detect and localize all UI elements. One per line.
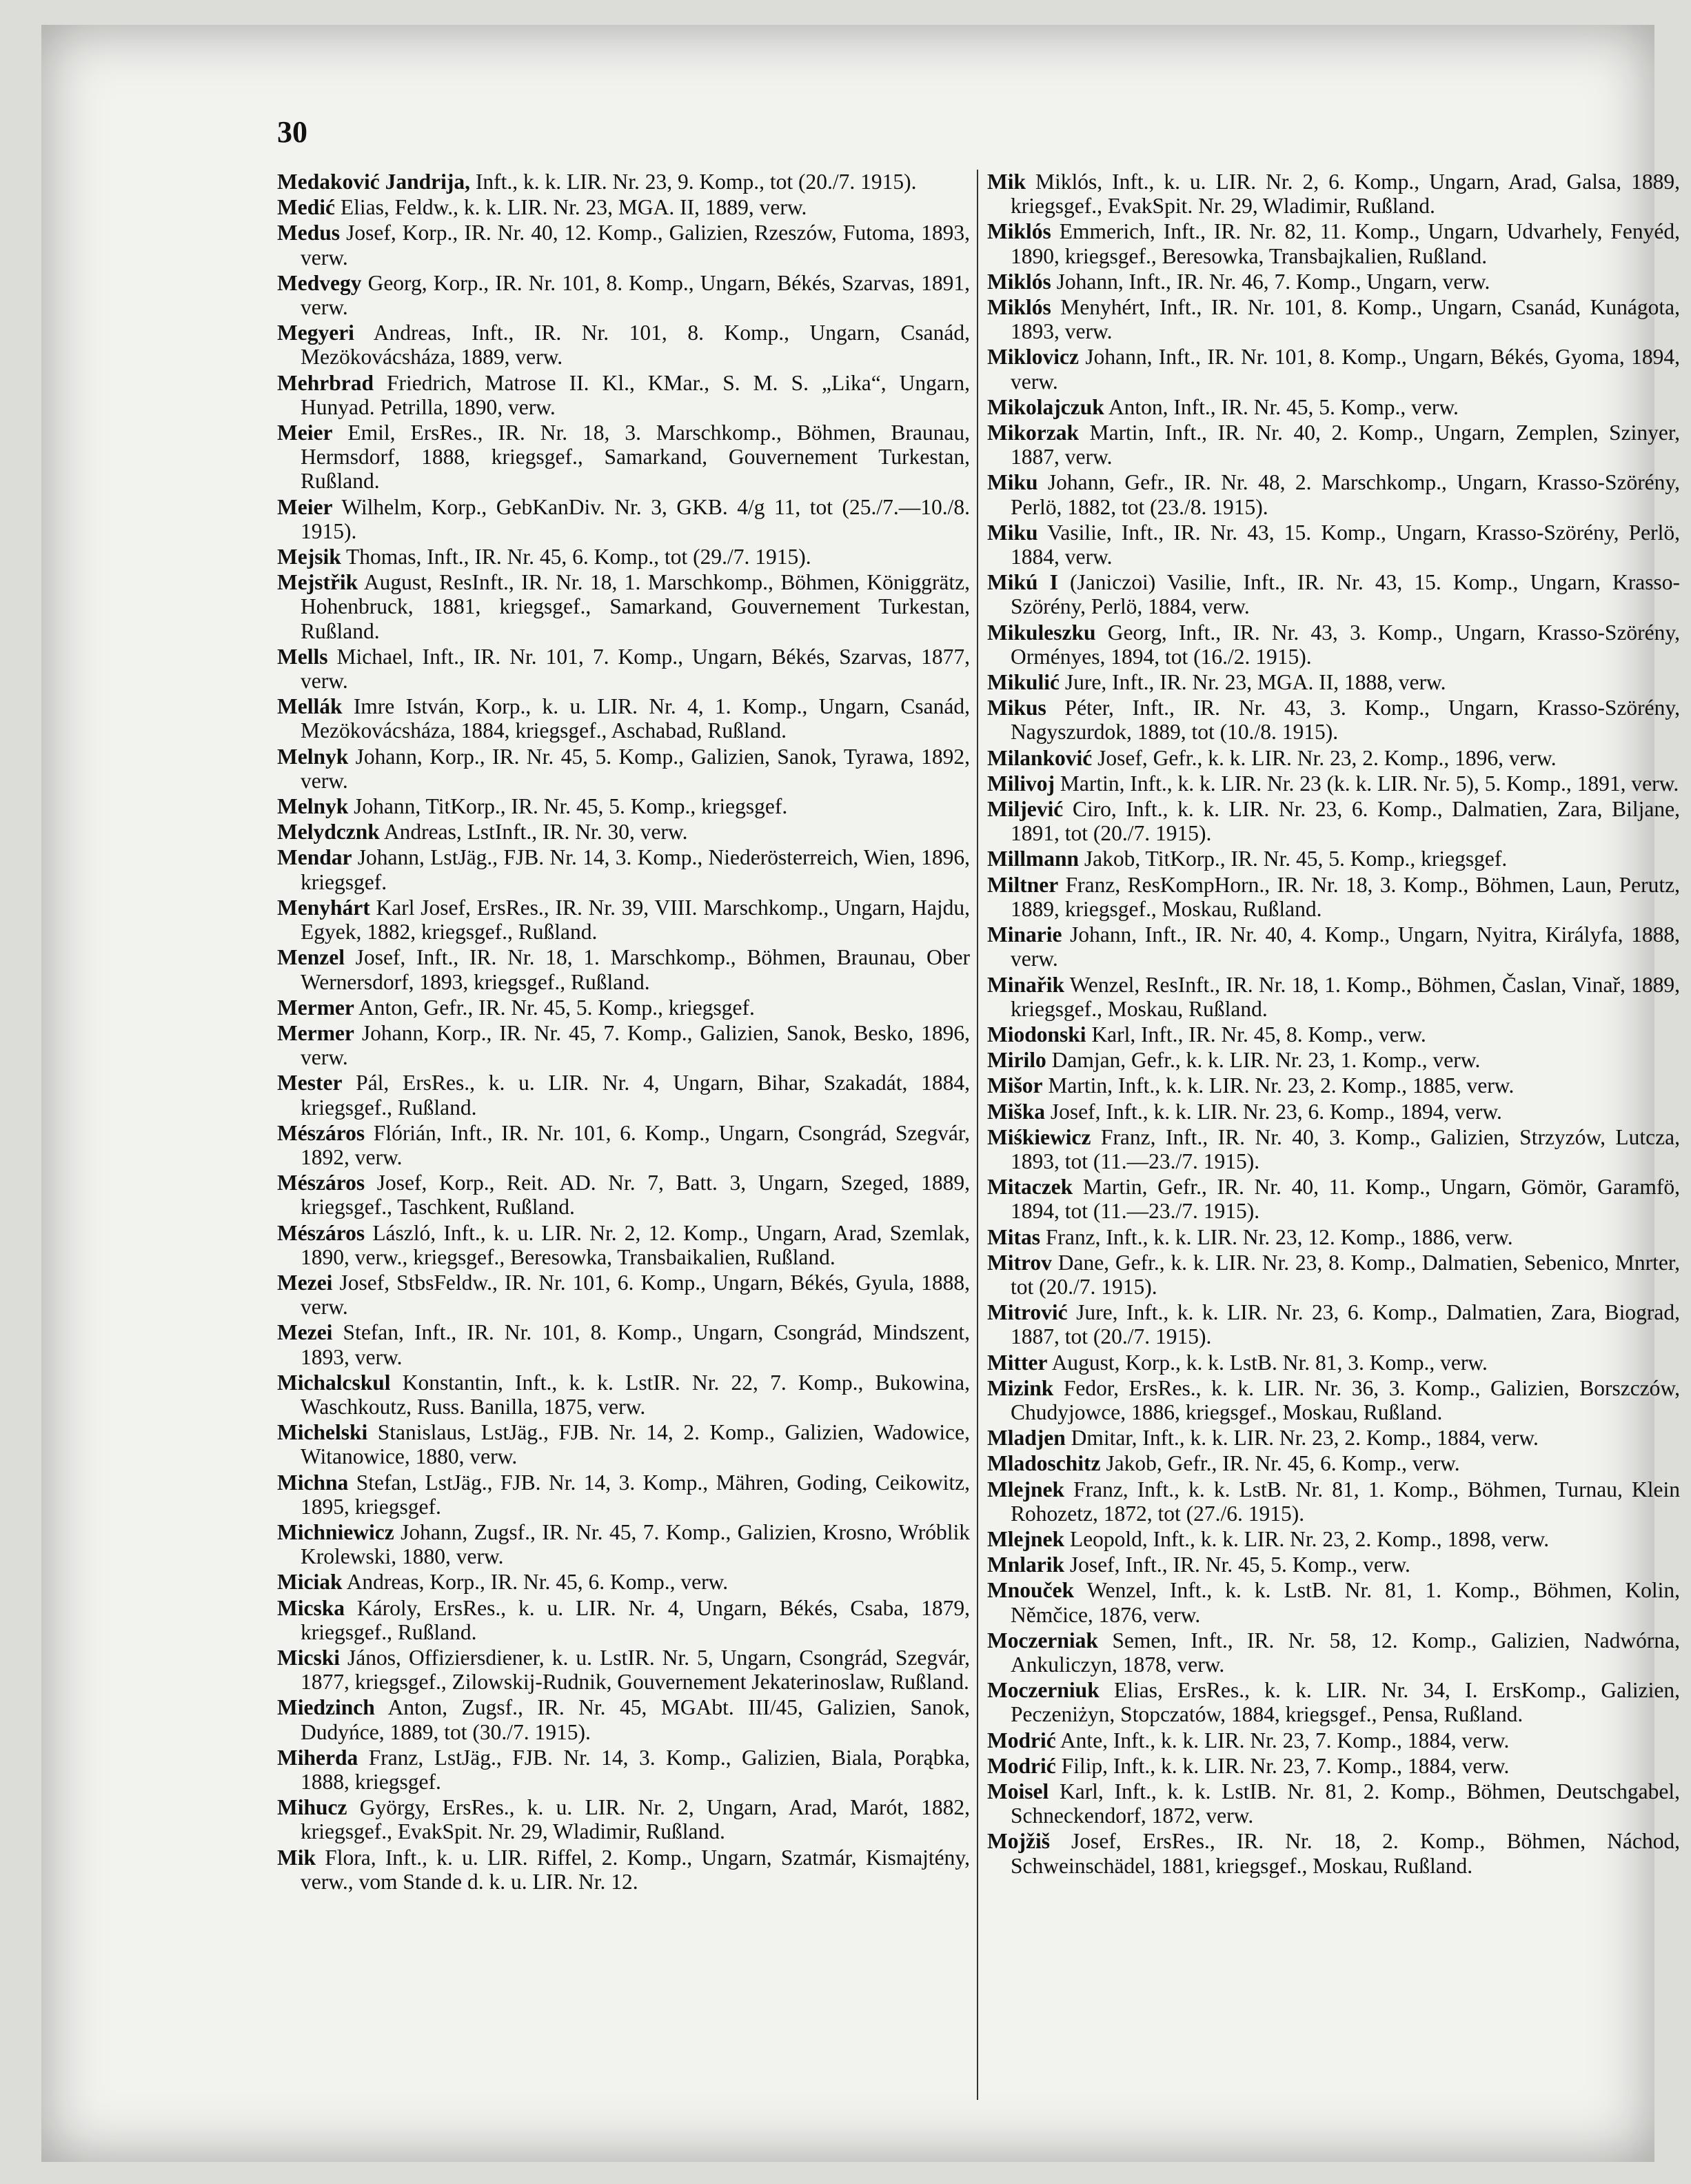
entry-surname: Melnyk — [277, 744, 349, 769]
register-entry — [987, 470, 1680, 518]
entry-surname: Mitaczek — [987, 1175, 1073, 1200]
entry-details: Georg, Korp., IR. Nr. 101, 8. Komp., Ungarn, Békés, Szarvas, 1891, verw. — [301, 270, 970, 320]
register-entry — [277, 1846, 970, 1894]
entry-surname: Mermer — [277, 995, 354, 1020]
register-entry — [987, 696, 1680, 744]
column-divider — [977, 170, 978, 2100]
entry-surname: Mendar — [277, 845, 352, 870]
register-entry — [987, 1251, 1680, 1299]
register-entry — [277, 694, 970, 742]
entry-surname: Mik — [277, 1845, 316, 1870]
register-entry — [277, 421, 970, 494]
register-entry — [277, 1746, 970, 1794]
entry-details: Damjan, Gefr., k. k. LIR. Nr. 23, 1. Komp., verw. — [1046, 1048, 1481, 1073]
entry-surname: Mladjen — [987, 1426, 1066, 1450]
entry-surname: Miciak — [277, 1570, 343, 1595]
entry-surname: Miku — [987, 520, 1038, 545]
entry-details: Johann, Inft., IR. Nr. 101, 8. Komp., Ungarn, Békés, Gyoma, 1894, verw. — [1011, 345, 1680, 394]
register-entry — [277, 645, 970, 693]
entry-details: János, Offiziersdiener, k. u. LstIR. Nr. 5, Ungarn, Csongrád, Szegvár, 1877, kriegsgef., Zilowskij-Rudnik, Gouvernement Jekaterinoslaw, Rußland. — [301, 1645, 970, 1695]
entry-details: Emmerich, Inft., IR. Nr. 82, 11. Komp., Ungarn, Udvarhely, Fenyéd, 1890, kriegsgef., Beresowka, Transbajkalien, Rußland. — [1011, 219, 1680, 268]
register-entry — [987, 219, 1680, 267]
register-entry — [277, 545, 970, 569]
entry-details: László, Inft., k. u. LIR. Nr. 2, 12. Komp., Ungarn, Arad, Szemlak, 1890, verw., kriegsgef., Beresowka, Transbaikalien, Rußland. — [301, 1220, 970, 1269]
register-entry — [277, 495, 970, 543]
register-entry — [987, 1779, 1680, 1828]
entry-surname: Miodonski — [987, 1022, 1086, 1046]
entry-surname: Mik — [987, 170, 1026, 194]
entry-details: Johann, TitKorp., IR. Nr. 45, 5. Komp., kriegsgef. — [348, 794, 788, 819]
register-entry — [987, 295, 1680, 343]
entry-details: Konstantin, Inft., k. k. LstIR. Nr. 22, 7. Komp., Bukowina, Waschkoutz, Russ. Banilla, 1875, verw. — [301, 1370, 970, 1419]
register-entry — [987, 1376, 1680, 1424]
register-entry — [277, 321, 970, 369]
register-entry — [987, 797, 1680, 845]
register-entry — [277, 1371, 970, 1419]
entry-surname: Medus — [277, 221, 341, 245]
entry-details: Wenzel, ResInft., IR. Nr. 18, 1. Komp., Böhmen, Časlan, Vinař, 1889, kriegsgef., Moskau, Rußland. — [1011, 972, 1680, 1021]
entry-details: Flórián, Inft., IR. Nr. 101, 6. Komp., Ungarn, Csongrád, Szegvár, 1892, verw. — [301, 1120, 970, 1169]
register-entry — [277, 1596, 970, 1644]
register-entry — [987, 395, 1680, 419]
entry-surname: Medaković Jandrija, — [277, 170, 470, 194]
entry-surname: Mészáros — [277, 1220, 365, 1245]
entry-surname: Mellák — [277, 694, 343, 719]
register-entry — [277, 170, 970, 194]
register-entry — [987, 1125, 1680, 1173]
entry-details: Wenzel, Inft., k. k. LstB. Nr. 81, 1. Komp., Böhmen, Kolin, Němčice, 1876, verw. — [1011, 1578, 1680, 1627]
register-entry — [987, 922, 1680, 971]
entry-surname: Mnlarik — [987, 1553, 1065, 1577]
entry-surname: Mihucz — [277, 1795, 347, 1820]
entry-surname: Mikú I — [987, 570, 1058, 595]
entry-details: Friedrich, Matrose II. Kl., KMar., S. M. S. „Lika“, Ungarn, Hunyad. Petrilla, 1890, verw. — [301, 370, 970, 419]
entry-surname: Milanković — [987, 745, 1093, 770]
entry-surname: Meier — [277, 494, 333, 519]
entry-details: Johann, LstJäg., FJB. Nr. 14, 3. Komp., Niederösterreich, Wien, 1896, kriegsgef. — [301, 845, 970, 894]
entry-surname: Miku — [987, 470, 1038, 495]
entry-surname: Mezei — [277, 1320, 333, 1345]
entry-surname: Micska — [277, 1595, 345, 1620]
register-entry — [987, 1073, 1680, 1098]
entry-surname: Menzel — [277, 945, 345, 970]
register-entry — [277, 845, 970, 893]
register-entry — [987, 345, 1680, 393]
entry-details: Wilhelm, Korp., GebKanDiv. Nr. 3, GKB. 4/g 11, tot (25./7.—10./8. 1915). — [301, 494, 970, 543]
entry-surname: Micski — [277, 1645, 340, 1670]
entry-details: (Janiczoi) Vasilie, Inft., IR. Nr. 43, 15. Komp., Ungarn, Krasso-Szörény, Perlö, 1884, verw. — [1011, 570, 1681, 619]
entry-surname: Mitas — [987, 1224, 1040, 1249]
entry-surname: Mikolajczuk — [987, 394, 1104, 419]
entry-surname: Mejsik — [277, 545, 341, 569]
entry-surname: Mikuleszku — [987, 620, 1096, 645]
entry-surname: Moisel — [987, 1779, 1049, 1803]
register-entry — [277, 945, 970, 993]
entry-details: Leopold, Inft., k. k. LIR. Nr. 23, 2. Komp., 1898, verw. — [1064, 1526, 1550, 1551]
entry-surname: Moczerniuk — [987, 1678, 1100, 1703]
entry-details: Pál, ErsRes., k. u. LIR. Nr. 4, Ungarn, Bihar, Szakadát, 1884, kriegsgef., Rußland. — [301, 1071, 970, 1120]
register-entry — [987, 421, 1680, 469]
entry-surname: Milivoj — [987, 771, 1055, 796]
register-entry — [987, 746, 1680, 770]
entry-details: Semen, Inft., IR. Nr. 58, 12. Komp., Galizien, Nadwórna, Ankuliczyn, 1878, verw. — [1011, 1628, 1680, 1677]
entry-details: Menyhért, Inft., IR. Nr. 101, 8. Komp., Ungarn, Csanád, Kunágota, 1893, verw. — [1011, 295, 1680, 344]
entry-details: Michael, Inft., IR. Nr. 101, 7. Komp., Ungarn, Békés, Szarvas, 1877, verw. — [301, 644, 970, 694]
entry-surname: Minarie — [987, 922, 1062, 947]
entry-details: Johann, Gefr., IR. Nr. 48, 2. Marschkomp., Ungarn, Krasso-Szörény, Perlö, 1882, tot (23./8. 1915). — [1011, 470, 1680, 519]
register-entry — [987, 973, 1680, 1021]
register-entry — [277, 1071, 970, 1119]
entry-details: Jure, Inft., k. k. LIR. Nr. 23, 6. Komp., Dalmatien, Zara, Biograd, 1887, tot (20./7. 1915). — [1011, 1300, 1680, 1349]
register-entry — [277, 1420, 970, 1468]
register-entry — [987, 1300, 1680, 1348]
register-entry — [277, 1520, 970, 1568]
entry-details: Karl, Inft., k. k. LstIB. Nr. 81, 2. Komp., Böhmen, Deutschgabel, Schneckendorf, 1872, verw. — [1011, 1779, 1680, 1828]
entry-surname: Mezei — [277, 1270, 333, 1295]
register-entry — [987, 1426, 1680, 1450]
entry-surname: Michalcskul — [277, 1370, 391, 1395]
entry-surname: Meier — [277, 421, 333, 445]
entry-details: György, ErsRes., k. u. LIR. Nr. 2, Ungarn, Arad, Marót, 1882, kriegsgef., EvakSpit. Nr. 29, Wladimir, Rußland. — [301, 1795, 970, 1844]
entry-surname: Mermer — [277, 1020, 354, 1045]
register-entry — [277, 794, 970, 818]
entry-details: August, Korp., k. k. LstB. Nr. 81, 3. Komp., verw. — [1047, 1350, 1488, 1375]
entry-surname: Mikus — [987, 696, 1046, 720]
register-entry — [277, 896, 970, 944]
register-entry — [277, 570, 970, 643]
entry-surname: Miedzinch — [277, 1695, 375, 1720]
entry-details: Franz, Inft., IR. Nr. 40, 3. Komp., Galizien, Strzyzów, Lutcza, 1893, tot (11.—23./7. 1915). — [1011, 1124, 1680, 1173]
entry-details: Anton, Inft., IR. Nr. 45, 5. Komp., verw. — [1104, 394, 1459, 419]
register-entry — [987, 270, 1680, 294]
register-entry — [277, 1271, 970, 1319]
entry-details: Franz, Inft., k. k. LIR. Nr. 23, 12. Komp., 1886, verw. — [1040, 1224, 1513, 1249]
entry-details: Martin, Inft., k. k. LIR. Nr. 23, 2. Komp., 1885, verw. — [1042, 1073, 1515, 1098]
register-entry — [987, 1553, 1680, 1577]
entry-details: Jure, Inft., IR. Nr. 23, MGA. II, 1888, verw. — [1060, 670, 1446, 695]
entry-details: Josef, Korp., IR. Nr. 40, 12. Komp., Galizien, Rzeszów, Futoma, 1893, verw. — [301, 221, 970, 270]
register-entry — [277, 1470, 970, 1519]
entry-surname: Miklós — [987, 269, 1051, 294]
entry-surname: Mester — [277, 1071, 343, 1095]
entry-surname: Miklovicz — [987, 345, 1079, 370]
entry-surname: Miklós — [987, 219, 1051, 244]
register-entry — [987, 1678, 1680, 1726]
register-entry — [987, 620, 1680, 669]
entry-surname: Mitter — [987, 1350, 1048, 1375]
entry-details: Johann, Korp., IR. Nr. 45, 7. Komp., Galizien, Sanok, Besko, 1896, verw. — [301, 1020, 970, 1070]
register-entry — [277, 1570, 970, 1594]
entry-surname: Miśkiewicz — [987, 1124, 1091, 1149]
register-entry — [277, 195, 970, 219]
entry-details: Josef, Inft., k. k. LIR. Nr. 23, 6. Komp., 1894, verw. — [1045, 1099, 1502, 1124]
left-column — [277, 170, 970, 1895]
scanned-page — [41, 25, 1681, 2162]
entry-details: Károly, ErsRes., k. u. LIR. Nr. 4, Ungarn, Békés, Csaba, 1879, kriegsgef., Rußland. — [301, 1595, 970, 1644]
entry-details: Stefan, LstJäg., FJB. Nr. 14, 3. Komp., Mähren, Goding, Ceikowitz, 1895, kriegsgef. — [301, 1470, 970, 1519]
entry-details: Fedor, ErsRes., k. k. LIR. Nr. 36, 3. Komp., Galizien, Borszczów, Chudyjowce, 1886, kriegsgef., Moskau, Rußland. — [1011, 1375, 1680, 1424]
entry-surname: Mikulić — [987, 670, 1060, 695]
entry-details: Johann, Zugsf., IR. Nr. 45, 7. Komp., Galizien, Krosno, Wróblik Krolewski, 1880, verw. — [301, 1519, 970, 1569]
register-entry — [277, 745, 970, 793]
entry-details: Dane, Gefr., k. k. LIR. Nr. 23, 8. Komp., Dalmatien, Sebenico, Mnrter, tot (20./7. 1915). — [1011, 1250, 1680, 1299]
entry-surname: Modrić — [987, 1753, 1056, 1778]
entry-surname: Medvegy — [277, 270, 362, 295]
entry-surname: Mojžiš — [987, 1829, 1050, 1854]
register-entry — [987, 1829, 1680, 1877]
entry-surname: Miltner — [987, 872, 1059, 897]
register-entry — [987, 1477, 1680, 1526]
register-entry — [277, 1320, 970, 1368]
entry-surname: Mladoschitz — [987, 1451, 1101, 1476]
entry-details: Miklós, Inft., k. u. LIR. Nr. 2, 6. Komp., Ungarn, Arad, Galsa, 1889, kriegsgef., EvakSpit. Nr. 29, Wladimir, Rußland. — [1011, 170, 1680, 219]
entry-details: Anton, Gefr., IR. Nr. 45, 5. Komp., kriegsgef. — [354, 995, 755, 1020]
entry-surname: Mlejnek — [987, 1477, 1064, 1502]
entry-details: Josef, Inft., IR. Nr. 18, 1. Marschkomp., Böhmen, Braunau, Ober Wernersdorf, 1893, kriegsgef., Rußland. — [301, 945, 970, 994]
entry-details: Johann, Korp., IR. Nr. 45, 5. Komp., Galizien, Sanok, Tyrawa, 1892, verw. — [301, 744, 970, 793]
entry-surname: Mells — [277, 644, 328, 669]
register-entry — [277, 995, 970, 1020]
entry-surname: Mészáros — [277, 1171, 365, 1195]
entry-details: Josef, Gefr., k. k. LIR. Nr. 23, 2. Komp., 1896, verw. — [1092, 745, 1557, 770]
register-entry — [277, 1695, 970, 1743]
register-entry — [987, 1225, 1680, 1249]
entry-details: Stefan, Inft., IR. Nr. 101, 8. Komp., Ungarn, Csongrád, Mindszent, 1893, verw. — [301, 1320, 970, 1369]
entry-details: Elias, ErsRes., k. k. LIR. Nr. 34, I. ErsKomp., Galizien, Peczeniżyn, Stopczatów, 1884, kriegsgef., Pensa, Rußland. — [1011, 1678, 1680, 1727]
register-entry — [987, 1527, 1680, 1551]
entry-surname: Mnouček — [987, 1578, 1074, 1603]
entry-surname: Mišor — [987, 1073, 1043, 1098]
register-entry — [277, 1795, 970, 1843]
entry-surname: Megyeri — [277, 321, 354, 345]
entry-surname: Miklós — [987, 295, 1051, 320]
entry-details: Filip, Inft., k. k. LIR. Nr. 23, 7. Komp., 1884, verw. — [1055, 1753, 1510, 1778]
entry-surname: Miljević — [987, 797, 1064, 822]
register-entry — [277, 221, 970, 269]
entry-details: Franz, LstJäg., FJB. Nr. 14, 3. Komp., Galizien, Biala, Porąbka, 1888, kriegsgef. — [301, 1745, 970, 1794]
entry-surname: Michelski — [277, 1420, 368, 1445]
entry-details: Johann, Inft., IR. Nr. 46, 7. Komp., Ungarn, verw. — [1051, 269, 1490, 294]
entry-details: Imre István, Korp., k. u. LIR. Nr. 4, 1. Komp., Ungarn, Csanád, Mezökovácsháza, 1884, kriegsgef., Aschabad, Rußland. — [301, 694, 970, 743]
entry-surname: Mészáros — [277, 1120, 365, 1145]
page-number: 30 — [277, 115, 307, 149]
register-entry — [987, 570, 1680, 618]
entry-surname: Mikorzak — [987, 421, 1079, 445]
entry-details: Franz, Inft., k. k. LstB. Nr. 81, 1. Komp., Böhmen, Turnau, Klein Rohozetz, 1872, tot (27./6. 1915). — [1011, 1477, 1680, 1526]
entry-details: Inft., k. k. LIR. Nr. 23, 9. Komp., tot (20./7. 1915). — [470, 170, 917, 194]
entry-surname: Mirilo — [987, 1048, 1046, 1073]
entry-details: Martin, Inft., k. k. LIR. Nr. 23 (k. k. LIR. Nr. 5), 5. Komp., 1891, verw. — [1054, 771, 1679, 796]
entry-details: Josef, ErsRes., IR. Nr. 18, 2. Komp., Böhmen, Náchod, Schweinschädel, 1881, kriegsgef., Moskau, Rußland. — [1011, 1829, 1680, 1878]
entry-surname: Melydcznk — [277, 820, 380, 845]
entry-surname: Mlejnek — [987, 1526, 1064, 1551]
entry-surname: Miherda — [277, 1745, 358, 1770]
register-entry — [987, 1728, 1680, 1752]
entry-details: Péter, Inft., IR. Nr. 43, 3. Komp., Ungarn, Krasso-Szörény, Nagyszurdok, 1889, tot (10./8. 1915). — [1011, 696, 1680, 745]
entry-surname: Miška — [987, 1099, 1046, 1124]
register-entry — [277, 1121, 970, 1169]
register-entry — [987, 847, 1680, 871]
register-entry — [987, 771, 1680, 796]
entry-surname: Minařik — [987, 972, 1065, 997]
register-entry — [277, 1646, 970, 1694]
entry-surname: Mejstřik — [277, 570, 358, 595]
entry-surname: Mehrbrad — [277, 370, 374, 395]
register-entry — [277, 271, 970, 319]
register-entry — [277, 1171, 970, 1219]
entry-details: Josef, StbsFeldw., IR. Nr. 101, 6. Komp., Ungarn, Békés, Gyula, 1888, verw. — [301, 1270, 970, 1320]
register-entry — [987, 520, 1680, 569]
register-entry — [987, 670, 1680, 694]
entry-details: Elias, Feldw., k. k. LIR. Nr. 23, MGA. II, 1889, verw. — [334, 195, 807, 220]
entry-surname: Michna — [277, 1470, 349, 1495]
register-entry — [987, 1754, 1680, 1778]
entry-details: Vasilie, Inft., IR. Nr. 43, 15. Komp., Ungarn, Krasso-Szörény, Perlö, 1884, verw. — [1011, 520, 1680, 569]
entry-surname: Melnyk — [277, 794, 349, 819]
entry-details: Thomas, Inft., IR. Nr. 45, 6. Komp., tot (29./7. 1915). — [341, 545, 811, 569]
entry-surname: Millmann — [987, 847, 1080, 871]
entry-details: Johann, Inft., IR. Nr. 40, 4. Komp., Ungarn, Nyitra, Királyfa, 1888, verw. — [1011, 922, 1680, 971]
entry-details: Ciro, Inft., k. k. LIR. Nr. 23, 6. Komp., Dalmatien, Zara, Biljane, 1891, tot (20./7. 1915). — [1011, 797, 1680, 846]
register-entry — [987, 1022, 1680, 1046]
entry-details: Emil, ErsRes., IR. Nr. 18, 3. Marschkomp., Böhmen, Braunau, Hermsdorf, 1888, kriegsgef., Samarkand, Gouvernement Turkestan, Rußland. — [301, 421, 970, 494]
entry-details: Jakob, Gefr., IR. Nr. 45, 6. Komp., verw. — [1100, 1451, 1460, 1476]
entry-details: Flora, Inft., k. u. LIR. Riffel, 2. Komp., Ungarn, Szatmár, Kismajtény, verw., vom Stande d. k. u. LIR. Nr. 12. — [301, 1845, 970, 1894]
entry-details: Georg, Inft., IR. Nr. 43, 3. Komp., Ungarn, Krasso-Szörény, Orményes, 1894, tot (16./2. 1915). — [1011, 620, 1680, 669]
register-entry — [277, 820, 970, 844]
entry-details: Ante, Inft., k. k. LIR. Nr. 23, 7. Komp., 1884, verw. — [1055, 1728, 1510, 1752]
entry-details: Karl, Inft., IR. Nr. 45, 8. Komp., verw. — [1086, 1022, 1426, 1046]
entry-details: Anton, Zugsf., IR. Nr. 45, MGAbt. III/45, Galizien, Sanok, Dudyńce, 1889, tot (30./7. 1915). — [301, 1695, 970, 1744]
entry-surname: Michniewicz — [277, 1519, 394, 1544]
entry-details: Dmitar, Inft., k. k. LIR. Nr. 23, 2. Komp., 1884, verw. — [1065, 1426, 1539, 1450]
register-entry — [987, 170, 1680, 218]
register-entry — [987, 1578, 1680, 1626]
register-entry — [277, 371, 970, 419]
entry-details: Andreas, Inft., IR. Nr. 101, 8. Komp., Ungarn, Csanád, Mezökovácsháza, 1889, verw. — [301, 321, 970, 370]
entry-details: Stanislaus, LstJäg., FJB. Nr. 14, 2. Komp., Galizien, Wadowice, Witanowice, 1880, verw. — [301, 1420, 970, 1469]
entry-surname: Modrić — [987, 1728, 1056, 1752]
register-entry — [277, 1021, 970, 1069]
entry-details: Franz, ResKompHorn., IR. Nr. 18, 3. Komp., Böhmen, Laun, Perutz, 1889, kriegsgef., Moskau, Rußland. — [1011, 872, 1680, 921]
entry-surname: Moczerniak — [987, 1628, 1098, 1652]
register-entry — [987, 1175, 1680, 1223]
register-entry — [987, 1451, 1680, 1475]
entry-details: Josef, Korp., Reit. AD. Nr. 7, Batt. 3, Ungarn, Szeged, 1889, kriegsgef., Taschkent, Rußland. — [301, 1171, 970, 1220]
entry-details: Andreas, Korp., IR. Nr. 45, 6. Komp., verw. — [342, 1570, 729, 1595]
entry-surname: Mizink — [987, 1375, 1054, 1400]
entry-details: August, ResInft., IR. Nr. 18, 1. Marschkomp., Böhmen, Königgrätz, Hohenbruck, 1881, kriegsgef., Samarkand, Gouvernement Turkestan, Rußland. — [301, 570, 970, 643]
register-entry — [987, 1048, 1680, 1072]
entry-details: Jakob, TitKorp., IR. Nr. 45, 5. Komp., kriegsgef. — [1079, 847, 1508, 871]
register-entry — [987, 1351, 1680, 1375]
entry-details: Andreas, LstInft., IR. Nr. 30, verw. — [379, 820, 688, 845]
entry-surname: Menyhárt — [277, 895, 370, 920]
register-entry — [987, 1628, 1680, 1677]
register-entry — [987, 873, 1680, 921]
entry-details: Josef, Inft., IR. Nr. 45, 5. Komp., verw. — [1064, 1553, 1410, 1577]
register-entry — [277, 1221, 970, 1269]
entry-surname: Mitrović — [987, 1300, 1068, 1325]
register-entry — [987, 1100, 1680, 1124]
entry-details: Martin, Gefr., IR. Nr. 40, 11. Komp., Ungarn, Gömör, Garamfö, 1894, tot (11.—23./7. 1915). — [1011, 1175, 1680, 1224]
right-column — [987, 170, 1680, 1879]
entry-surname: Mitrov — [987, 1250, 1052, 1275]
entry-surname: Medić — [277, 195, 335, 220]
entry-details: Martin, Inft., IR. Nr. 40, 2. Komp., Ungarn, Zemplen, Szinyer, 1887, verw. — [1011, 421, 1680, 469]
entry-details: Karl Josef, ErsRes., IR. Nr. 39, VIII. Marschkomp., Ungarn, Hajdu, Egyek, 1882, kriegsgef., Rußland. — [301, 895, 970, 944]
